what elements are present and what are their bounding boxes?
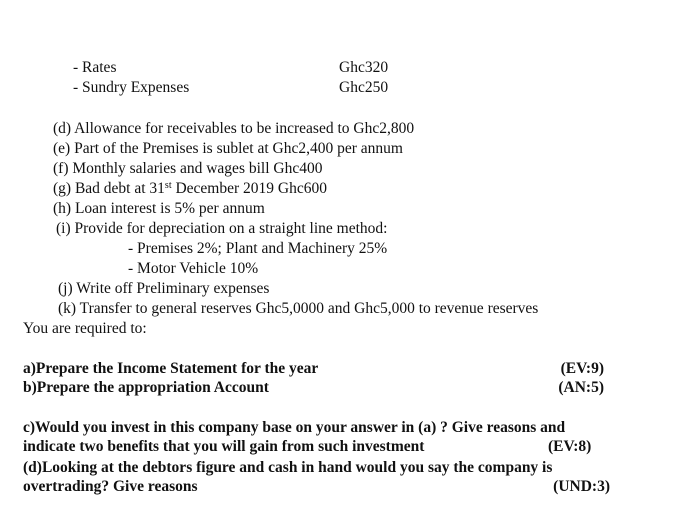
adjustment-i-sub2: - Motor Vehicle 10% [128,260,259,277]
adjustment-g-pre: (g) Bad debt at 31 [53,180,165,197]
question-c-marks: (EV:8) [548,438,592,455]
adjustment-i: (i) Provide for depreciation on a straight line method: [56,220,388,237]
adjustment-g-post: December 2019 Ghc600 [171,180,327,197]
question-b-marks: (AN:5) [558,379,604,396]
expense-rates-label: - Rates [73,59,117,76]
question-d-marks: (UND:3) [553,478,610,495]
expense-rates-amount: Ghc320 [339,59,389,76]
question-c-line1: c)Would you invest in this company base on your answer in (a) ? Give reasons and [23,419,566,436]
adjustment-i-sub1: - Premises 2%; Plant and Machinery 25% [128,240,388,257]
question-a-text: a)Prepare the Income Statement for the year [23,360,319,377]
question-b-text: b)Prepare the appropriation Account [23,379,269,396]
adjustment-h: (h) Loan interest is 5% per annum [53,200,265,217]
expense-sundry-label: - Sundry Expenses [73,79,190,96]
adjustment-g [53,179,327,198]
required-intro: You are required to: [23,320,147,337]
adjustment-f: (f) Monthly salaries and wages bill Ghc400 [53,160,323,177]
adjustment-j: (j) Write off Preliminary expenses [58,280,270,297]
adjustment-d: (d) Allowance for receivables to be increased to Ghc2,800 [53,120,415,137]
adjustment-k: (k) Transfer to general reserves Ghc5,0000 and Ghc5,000 to revenue reserves [58,300,539,317]
adjustment-g-sup: st [164,180,172,191]
expense-sundry-amount: Ghc250 [339,79,389,96]
question-a-marks: (EV:9) [560,360,604,377]
adjustment-e: (e) Part of the Premises is sublet at Ghc2,400 per annum [53,140,403,157]
question-c-line2: indicate two benefits that you will gain from such investment [23,438,425,455]
question-d-line1: (d)Looking at the debtors figure and cash in hand would you say the company is [23,459,553,476]
question-d-line2: overtrading? Give reasons [23,478,198,495]
